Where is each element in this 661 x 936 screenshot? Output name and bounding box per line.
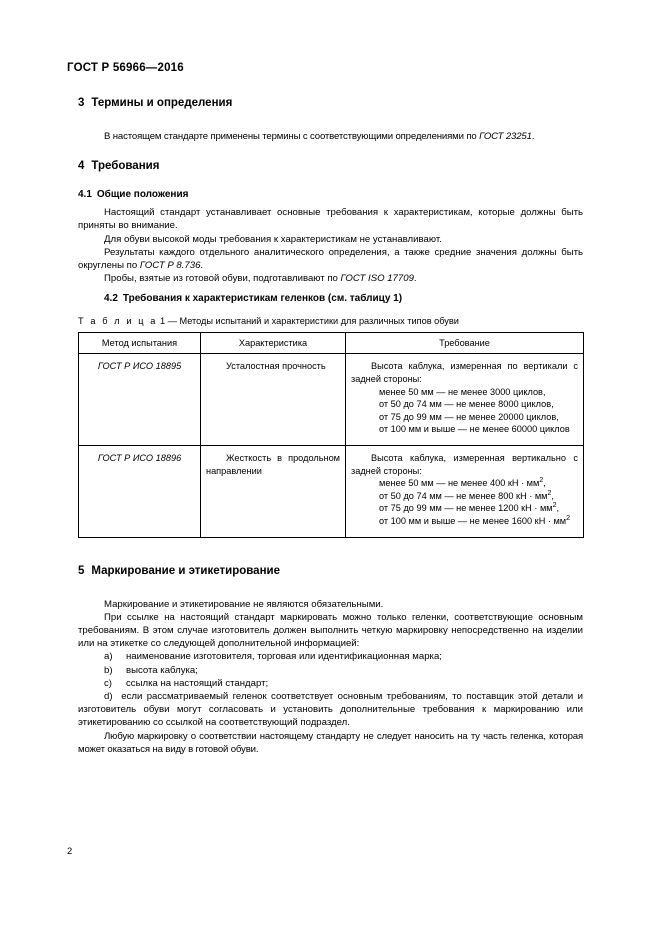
table-caption-label: Т а б л и ц а [78,316,158,327]
paragraph-5-3: Любую маркировку о соответствии настоящему стандарту не следует наносить на ту часть геленка, которая может оказаться на виду в готовой обуви. [78,730,583,755]
paragraph-section-3 [78,130,583,143]
table-caption [78,316,583,326]
table-header-row [79,333,584,354]
cell-characteristic-1 [201,354,346,446]
list-item-marker: b) [104,664,113,676]
reference-gost-r-8-736: ГОСТ Р 8.736 [139,260,201,272]
paragraph-4-1-4 [78,272,583,285]
requirement-2-item-tail: , [551,490,554,501]
requirement-1-item: от 50 до 74 мм — не менее 8000 циклов, [379,399,554,410]
unit-superscript: 2 [539,477,544,485]
paragraph-5-1: Маркирование и этикетирование не являются обязательными. [104,598,384,610]
paragraph-4-1-3 [78,246,583,272]
requirement-1-item: менее 50 мм — не менее 3000 циклов, [379,386,546,397]
heading-section-4-2-number: 4.2 [104,293,118,305]
requirement-2-lead: Высота каблука, измеренная вертикально с задней стороны: [351,452,578,476]
page-number: 2 [67,845,73,856]
requirement-2-item [351,477,578,490]
reference-gost-iso-17709: ГОСТ ISO 17709 [340,273,414,285]
reference-gost-23251: ГОСТ 23251 [479,131,532,142]
paragraph-4-1-4-post: . [413,273,417,285]
requirement-2-item [351,515,578,528]
requirement-2-item-text: от 50 до 74 мм — не менее 800 кН · мм [379,490,548,501]
requirement-2-item-tail: , [556,503,560,514]
table-caption-dash: — [167,316,177,327]
paragraph-section-3-pre: В настоящем стандарте применены термины с соответствующими определениями по [104,131,480,142]
requirement-2-item [351,490,578,503]
list-item-marker: a) [104,651,113,663]
list-item [78,677,583,690]
paragraph-4-1-3-pre: Результаты каждого отдельного аналитического определения, а также средние значения должны быть округлены по [78,246,583,272]
list-item [78,664,583,677]
cell-method-2: ГОСТ Р ИСО 18896 [79,445,201,537]
heading-section-3-number: 3 [78,97,85,109]
requirement-2-item-text: менее 50 мм — не менее 400 кН · мм [379,478,540,489]
requirement-1-item: от 100 мм и выше — не менее 60000 циклов [379,424,570,435]
marking-info-list [78,650,583,729]
list-item-text: ссылка на настоящий стандарт; [126,677,269,689]
heading-section-4-1 [78,189,583,200]
table-row [79,445,584,537]
heading-section-5 [78,565,583,577]
unit-superscript: 2 [547,489,552,497]
paragraph-section-3-post: . [531,131,535,142]
page-content [78,97,583,756]
heading-section-4-2-title: Требования к характеристикам геленков (см. таблицу 1) [122,293,403,305]
paragraph-5-2: При ссылке на настоящий стандарт маркировать можно только геленки, соответствующие основным требованиям. В этом случае изготовитель должен выполнить четкую маркировку непосредственно на изделии или на этикетке со следующей дополнительной информацией: [78,611,583,650]
table-row [79,354,584,446]
heading-section-4-1-number: 4.1 [78,189,92,201]
heading-section-4 [78,160,583,172]
document-header: ГОСТ Р 56966—2016 [67,62,184,74]
cell-requirement-1 [346,354,584,446]
requirement-1-lead: Высота каблука, измеренная по вертикали с задней стороны: [351,361,578,385]
unit-superscript: 2 [552,502,557,510]
paragraph-4-1-1: Настоящий стандарт устанавливает основные требования к характеристикам, которые должны быть приняты во внимание. [78,207,583,232]
heading-section-5-number: 5 [78,564,85,577]
requirement-2-item [351,502,578,515]
requirement-1-item: от 75 до 99 мм — не менее 20000 циклов, [379,411,559,422]
heading-section-4-1-title: Общие положения [96,189,189,201]
requirements-table [78,332,584,537]
list-item-text: высота каблука; [126,664,198,676]
list-item-text: если рассматриваемый геленок соответствует основным требованиям, то поставщик этой детали и изготовитель обуви могут согласовать и установить дополнительные требования к маркированию или этикетированию со ссылкой на соответствующий подраздел. [78,690,583,729]
heading-section-5-title: Маркирование и этикетирование [91,564,280,577]
list-item-marker: c) [104,677,112,689]
paragraph-4-1-2: Для обуви высокой моды требования к характеристикам не устанавливают. [104,233,442,245]
paragraph-4-1-4-pre: Пробы, взятые из готовой обуви, подготавливают по [104,273,341,285]
paragraph-4-1-3-post: . [200,260,204,272]
heading-section-4-number: 4 [78,160,85,173]
list-item [78,650,583,663]
requirement-2-item-text: от 100 мм и выше — не менее 1600 кН · мм [379,515,567,526]
heading-section-4-2 [104,293,583,304]
cell-requirement-2 [346,445,584,537]
table-header-requirement: Требование [346,333,584,354]
unit-superscript: 2 [566,514,571,522]
heading-section-4-title: Требования [91,160,160,173]
cell-characteristic-2 [201,445,346,537]
list-item-marker: d) [104,690,113,702]
list-item [78,690,583,730]
cell-method-1: ГОСТ Р ИСО 18895 [79,354,201,446]
heading-section-3-title: Термины и определения [91,97,233,109]
table-caption-number: 1 [160,316,166,327]
table-header-characteristic: Характеристика [201,333,346,354]
requirement-2-item-tail: , [543,478,546,489]
requirement-2-item-text: от 75 до 99 мм — не менее 1200 кН · мм [379,503,553,514]
cell-characteristic-1-text: Усталостная прочность [226,361,326,372]
table-header-method: Метод испытания [79,333,201,354]
table-caption-text: Методы испытаний и характеристики для различных типов обуви [179,316,459,327]
list-item-text: наименование изготовителя, торговая или идентификационная марка; [126,651,442,663]
cell-characteristic-2-text: Жесткость в продольном направлении [206,452,340,476]
heading-section-3 [78,97,583,109]
